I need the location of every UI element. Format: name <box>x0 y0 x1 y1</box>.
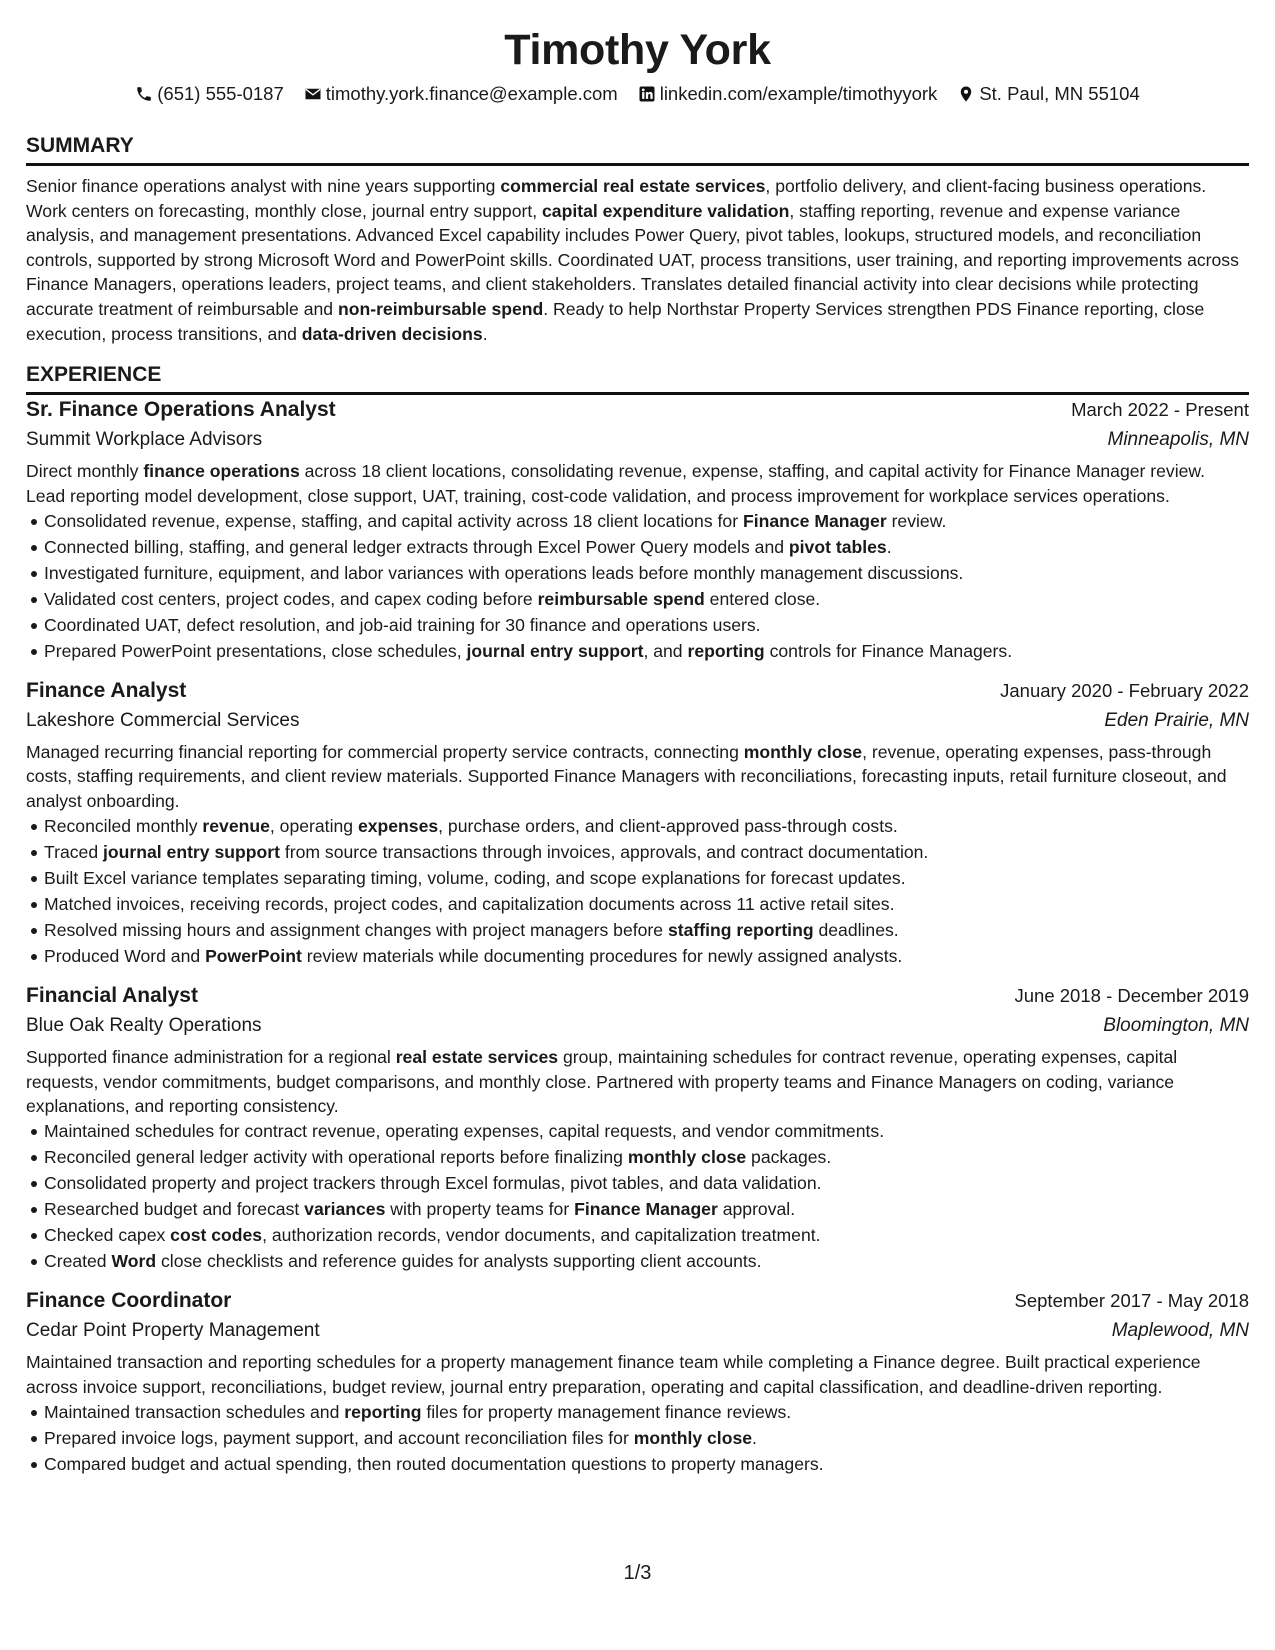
text-run: entered close. <box>704 588 821 609</box>
bold-text: data-driven decisions <box>301 323 483 344</box>
contact-bar <box>26 81 1249 107</box>
text-run: Matched invoices, receiving records, project codes, and capitalization documents across 11 active retail sites. <box>44 894 895 915</box>
bullet-item <box>26 891 1249 917</box>
job-location: Minneapolis, MN <box>1107 429 1249 451</box>
phone-icon <box>135 85 153 103</box>
phone-text: (651) 555-0187 <box>157 83 284 104</box>
bullet-item <box>26 638 1249 664</box>
job-bullets <box>26 1118 1249 1274</box>
bold-text: PowerPoint <box>205 946 302 967</box>
job-bullets <box>26 1399 1249 1477</box>
job-location: Bloomington, MN <box>1103 1015 1249 1037</box>
job-title: Finance Coordinator <box>26 1289 232 1313</box>
text-run: . <box>886 536 892 557</box>
text-run: Reconciled general ledger activity with operational reports before finalizing <box>44 1147 628 1168</box>
text-run: close checklists and reference guides for analysts supporting client accounts. <box>156 1251 762 1272</box>
job-entry <box>26 395 1249 664</box>
bold-text: Word <box>111 1251 157 1272</box>
bold-text: pivot tables <box>788 536 887 557</box>
text-run: Managed recurring financial reporting for commercial property service contracts, connecting <box>26 741 744 762</box>
text-run: , and <box>643 640 688 661</box>
bold-text: expenses <box>357 816 439 837</box>
text-run: Created <box>44 1251 112 1272</box>
text-run: , portfolio delivery, and client-facing business operations. Work centers on forecasting, monthly close, journal entry support, <box>26 176 1207 221</box>
job-bullets <box>26 813 1249 969</box>
job-description <box>26 1045 1249 1118</box>
job-list <box>26 395 1249 1477</box>
text-run: Connected billing, staffing, and general ledger extracts through Excel Power Query models and <box>44 536 789 557</box>
map-marker-icon <box>957 85 975 103</box>
bold-text: finance operations <box>143 461 300 482</box>
job-company: Summit Workplace Advisors <box>26 429 263 451</box>
text-run: , operating <box>269 816 358 837</box>
bullet-item <box>26 1425 1249 1451</box>
bullet-item <box>26 813 1249 839</box>
bullet-item <box>26 943 1249 969</box>
text-run: Reconciled monthly <box>44 816 203 837</box>
summary-heading: SUMMARY <box>26 133 1249 166</box>
bullet-item <box>26 1451 1249 1477</box>
job-description <box>26 1350 1249 1399</box>
bold-text: monthly close <box>627 1147 747 1168</box>
job-title: Sr. Finance Operations Analyst <box>26 398 336 422</box>
job-dates: March 2022 - Present <box>1071 399 1249 421</box>
text-run: Built Excel variance templates separating timing, volume, coding, and scope explanations for forecast updates. <box>44 868 906 889</box>
bold-text: cost codes <box>170 1225 263 1246</box>
text-run: packages. <box>746 1147 832 1168</box>
text-run: from source transactions through invoices, approvals, and contract documentation. <box>279 842 929 863</box>
experience-heading: EXPERIENCE <box>26 362 1249 395</box>
text-run: with property teams for <box>385 1199 575 1220</box>
text-run: files for property management finance reviews. <box>421 1402 792 1423</box>
text-run: review. <box>886 510 947 531</box>
contact-location <box>957 81 1139 107</box>
job-company: Blue Oak Realty Operations <box>26 1015 262 1037</box>
text-run: review materials while documenting procedures for newly assigned analysts. <box>301 946 903 967</box>
experience-section <box>26 362 1249 1477</box>
text-run: Researched budget and forecast <box>44 1199 305 1220</box>
bold-text: non-reimbursable spend <box>337 298 544 319</box>
text-run: , authorization records, vendor documents, and capitalization treatment. <box>262 1225 821 1246</box>
text-run: controls for Finance Managers. <box>764 640 1013 661</box>
envelope-icon <box>304 85 322 103</box>
page-number: 1/3 <box>623 1562 652 1584</box>
contact-email[interactable] <box>304 81 618 107</box>
bold-text: real estate services <box>395 1047 559 1068</box>
text-run: Validated cost centers, project codes, and capex coding before <box>44 588 538 609</box>
text-run: Senior finance operations analyst with nine years supporting <box>26 176 501 196</box>
bold-text: journal entry support <box>466 640 644 661</box>
bullet-item <box>26 1222 1249 1248</box>
job-description <box>26 740 1249 813</box>
bold-text: reimbursable spend <box>537 588 705 609</box>
bullet-item <box>26 612 1249 638</box>
text-run: Prepared PowerPoint presentations, close schedules, <box>44 640 467 661</box>
bold-text: reporting <box>344 1402 422 1423</box>
job-dates: September 2017 - May 2018 <box>1014 1290 1249 1312</box>
location-text: St. Paul, MN 55104 <box>979 83 1140 104</box>
resume-page <box>26 24 1249 1477</box>
contact-phone <box>135 81 284 107</box>
text-run: Maintained schedules for contract revenue, operating expenses, capital requests, and vendor commitments. <box>44 1121 885 1142</box>
bold-text: monthly close <box>743 741 863 762</box>
bullet-item <box>26 865 1249 891</box>
bullet-item <box>26 508 1249 534</box>
bullet-item <box>26 1170 1249 1196</box>
bold-text: variances <box>304 1199 386 1220</box>
job-title: Finance Analyst <box>26 678 187 702</box>
text-run: . <box>482 323 488 344</box>
text-run: Consolidated revenue, expense, staffing, and capital activity across 18 client locations for <box>44 510 743 531</box>
job-title: Financial Analyst <box>26 984 198 1008</box>
contact-linkedin[interactable] <box>638 81 938 107</box>
email-link[interactable]: timothy.york.finance@example.com <box>325 83 618 104</box>
bold-text: Finance Manager <box>742 510 887 531</box>
bullet-item <box>26 560 1249 586</box>
summary-text <box>26 174 1249 346</box>
job-description <box>26 459 1249 508</box>
linkedin-icon <box>638 85 656 103</box>
text-run: Supported finance administration for a regional <box>26 1047 396 1068</box>
text-run: Investigated furniture, equipment, and labor variances with operations leads before monthly management discussions. <box>44 562 964 583</box>
bold-text: monthly close <box>633 1428 753 1449</box>
bold-text: staffing reporting <box>667 920 814 941</box>
job-location: Eden Prairie, MN <box>1104 709 1249 731</box>
bullet-item <box>26 1196 1249 1222</box>
text-run: Resolved missing hours and assignment changes with project managers before <box>44 920 668 941</box>
text-run: . <box>752 1428 757 1449</box>
summary-section <box>26 133 1249 346</box>
candidate-name: Timothy York <box>504 26 771 74</box>
job-dates: January 2020 - February 2022 <box>1000 679 1249 701</box>
text-run: deadlines. <box>813 920 899 941</box>
bold-text: revenue <box>202 816 270 837</box>
bold-text: reporting <box>687 640 765 661</box>
job-dates: June 2018 - December 2019 <box>1014 985 1249 1007</box>
text-run: Maintained transaction and reporting schedules for a property management finance team while completing a Finance degree. Built practical experience across invoice support, reconciliations, budget review, journal entry preparation, operating and capital classification, and deadline-driven reporting. <box>26 1352 1201 1397</box>
job-entry <box>26 981 1249 1274</box>
text-run: across 18 client locations, consolidating revenue, expense, staffing, and capital activity for Finance Manager review. Lead reporting model development, close support, UAT, training, cost-code validation, and process improvement for workplace services operations. <box>26 461 1206 506</box>
bullet-item <box>26 839 1249 865</box>
bullet-item <box>26 586 1249 612</box>
text-run: Prepared invoice logs, payment support, and account reconciliation files for <box>44 1428 634 1449</box>
bullet-item <box>26 534 1249 560</box>
text-run: Checked capex <box>44 1225 171 1246</box>
text-run: , purchase orders, and client-approved pass-through costs. <box>438 816 898 837</box>
text-run: Maintained transaction schedules and <box>44 1402 345 1423</box>
bullet-item <box>26 917 1249 943</box>
bullet-item <box>26 1248 1249 1274</box>
text-run: Traced <box>44 842 103 863</box>
text-run: Produced Word and <box>44 946 206 967</box>
job-company: Lakeshore Commercial Services <box>26 709 300 731</box>
text-run: . Ready to help Northstar Property Services strengthen PDS Finance reporting, close execution, process transitions, and <box>26 298 1205 344</box>
text-run: group, maintaining schedules for contract revenue, operating expenses, capital requests, vendor commitments, budget comparisons, and monthly close. Partnered with property teams and Finance Managers on coding, variance explanations, and reporting consistency. <box>26 1047 1178 1116</box>
text-run: Direct monthly <box>26 461 144 482</box>
text-run: approval. <box>717 1199 796 1220</box>
bullet-item <box>26 1399 1249 1425</box>
text-run: Coordinated UAT, defect resolution, and job-aid training for 30 finance and operations users. <box>44 614 761 635</box>
text-run: Consolidated property and project trackers through Excel formulas, pivot tables, and data validation. <box>44 1173 822 1194</box>
job-location: Maplewood, MN <box>1111 1320 1249 1342</box>
job-entry <box>26 1286 1249 1477</box>
text-run: Compared budget and actual spending, then routed documentation questions to property managers. <box>44 1454 824 1475</box>
job-company: Cedar Point Property Management <box>26 1320 320 1342</box>
bold-text: capital expenditure validation <box>542 200 790 221</box>
bold-text: Finance Manager <box>574 1199 718 1220</box>
job-bullets <box>26 508 1249 664</box>
text-run: , revenue, operating expenses, pass-through costs, staffing requirements, and client review materials. Supported Finance Managers with reconciliations, forecasting inputs, retail furniture closeout, and analyst onboarding. <box>26 741 1227 811</box>
text-run: , staffing reporting, revenue and expense variance analysis, and management presentations. Advanced Excel capability includes Power Query, pivot tables, lookups, structured models, and reconciliation controls, supported by strong Microsoft Word and PowerPoint skills. Coordinated UAT, process transitions, user training, and reporting improvements across Finance Managers, operations leaders, project teams, and client stakeholders. Translates detailed financial activity into clear decisions while protecting accurate treatment of reimbursable and <box>26 200 1239 319</box>
job-entry <box>26 676 1249 969</box>
linkedin-link[interactable]: linkedin.com/example/timothyyork <box>659 83 938 104</box>
bullet-item <box>26 1118 1249 1144</box>
bold-text: journal entry support <box>103 842 280 863</box>
bullet-item <box>26 1144 1249 1170</box>
bold-text: commercial real estate services <box>500 176 766 196</box>
